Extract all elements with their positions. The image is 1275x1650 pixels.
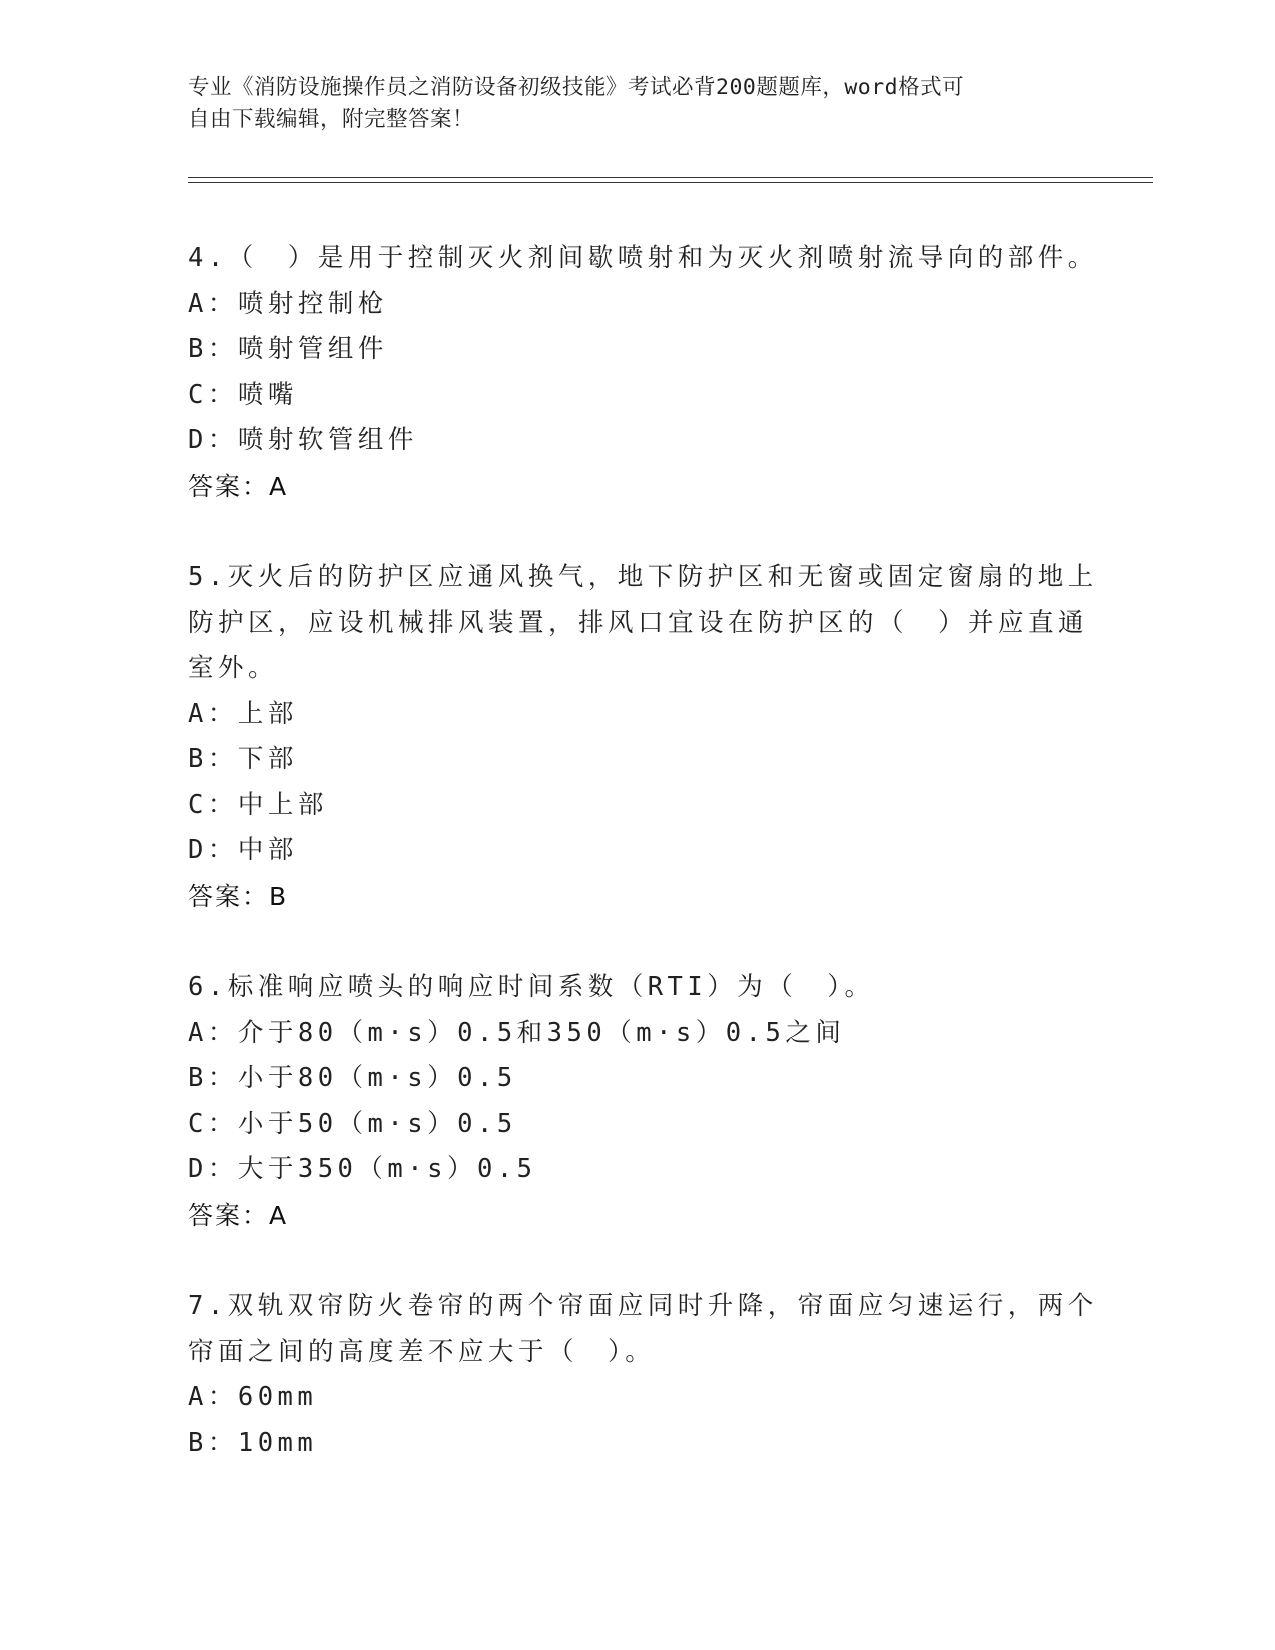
header-divider-bottom [188, 182, 1153, 183]
question-list [188, 236, 1098, 1512]
header-line-1: 专业《消防设施操作员之消防设备初级技能》考试必背200题题库，word格式可 [188, 75, 965, 100]
option-b: B：下部 [188, 744, 298, 774]
option-a: A：喷射控制枪 [188, 288, 388, 319]
question-stem: 7.双轨双帘防火卷帘的两个帘面应同时升降，帘面应匀速运行，两个 [188, 1291, 1098, 1321]
option-d: D：喷射软管组件 [188, 425, 418, 455]
question-7 [188, 1284, 1098, 1466]
option-a: A：60mm [188, 1382, 318, 1412]
option-d: D：中部 [188, 835, 298, 865]
question-stem: 6.标准响应喷头的响应时间系数（RTI）为（ ）。 [188, 972, 875, 1002]
option-c: C：小于50（m·s）0.5 [188, 1108, 517, 1139]
option-b: B：10mm [188, 1427, 318, 1458]
header-line-2: 自由下载编辑，附完整答案！ [188, 107, 475, 132]
question-stem: 防护区，应设机械排风装置，排风口宜设在防护区的（ ）并应直通 [188, 607, 1089, 638]
question-5 [188, 555, 1098, 919]
option-c: C：中上部 [188, 789, 328, 820]
question-stem: 5.灭火后的防护区应通风换气，地下防护区和无窗或固定窗扇的地上 [188, 562, 1098, 592]
question-stem: 室外。 [188, 653, 279, 683]
header-divider-top [188, 177, 1153, 178]
option-b: B：喷射管组件 [188, 334, 388, 364]
document-header [188, 72, 1088, 136]
question-stem: 帘面之间的高度差不应大于（ ）。 [188, 1336, 656, 1367]
answer-line: 答案：A [188, 1200, 289, 1230]
answer-line: 答案：A [188, 471, 289, 501]
option-a: A：上部 [188, 698, 298, 729]
answer-line: 答案：B [188, 881, 289, 911]
question-stem: 4.（ ）是用于控制灭火剂间歇喷射和为灭火剂喷射流导向的部件。 [188, 243, 1098, 273]
option-b: B：小于80（m·s）0.5 [188, 1063, 517, 1093]
option-a: A：介于80（m·s）0.5和350（m·s）0.5之间 [188, 1017, 846, 1048]
question-6 [188, 965, 1088, 1238]
option-c: C：喷嘴 [188, 379, 298, 410]
question-4 [188, 236, 1098, 509]
option-d: D：大于350（m·s）0.5 [188, 1154, 537, 1184]
